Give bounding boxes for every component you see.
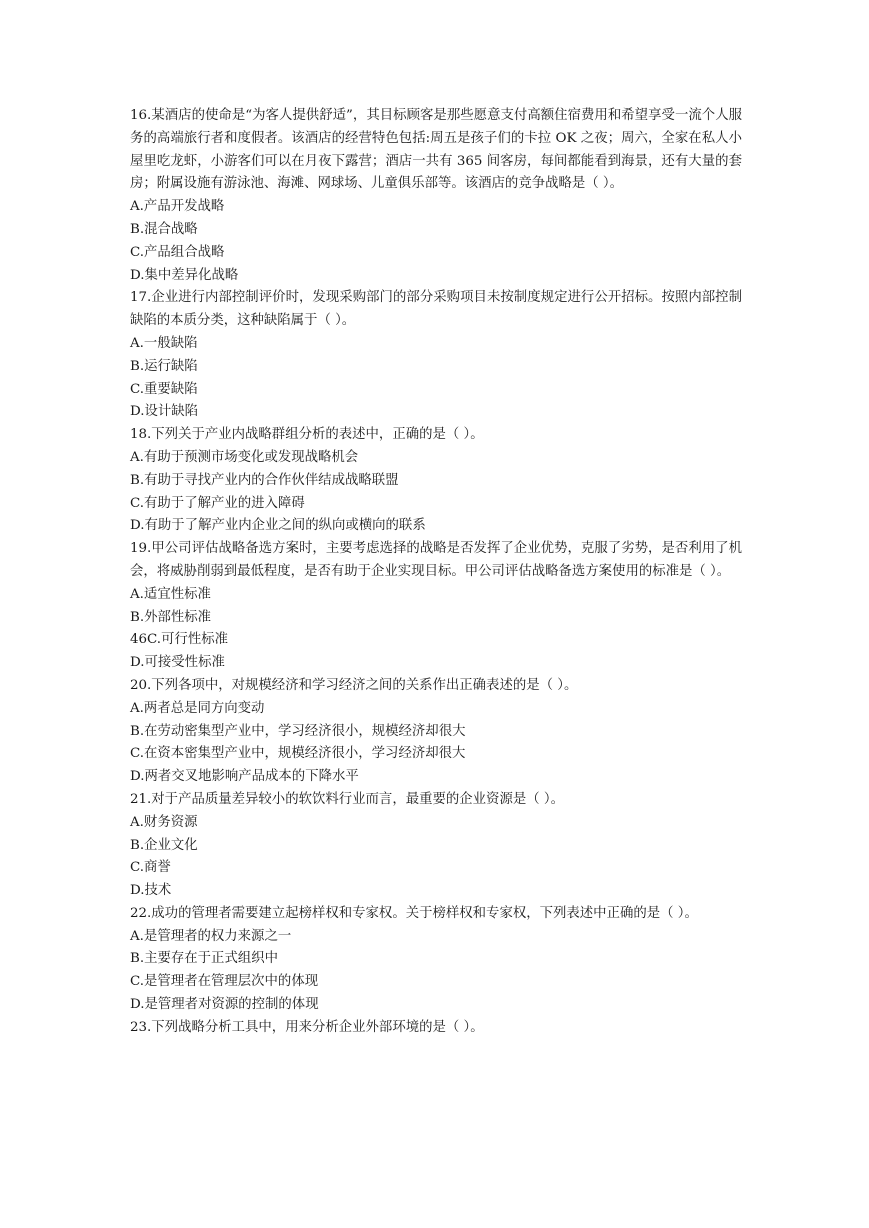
option-a: A.是管理者的权力来源之一 <box>130 928 292 944</box>
option-d: D.集中差异化战略 <box>130 267 239 283</box>
option-b: B.主要存在于正式组织中 <box>130 951 279 967</box>
option-c: C.在资本密集型产业中，规模经济很小，学习经济却很大 <box>130 746 466 762</box>
option-b: B.混合战略 <box>130 221 198 237</box>
option-d: D.技术 <box>130 883 172 899</box>
question-stem: 22.成功的管理者需要建立起榜样权和专家权。关于榜样权和专家权，下列表述中正确的是（ ）。 <box>130 905 698 921</box>
question-stem: 21.对于产品质量差异较小的软饮料行业而言，最重要的企业资源是（ ）。 <box>130 791 564 807</box>
option-d: D.两者交叉地影响产品成本的下降水平 <box>130 769 359 785</box>
option-a: A.两者总是同方向变动 <box>130 700 265 716</box>
question-23 <box>130 1017 742 1040</box>
question-stem: 23.下列战略分析工具中，用来分析企业外部环境的是（ ）。 <box>130 1019 484 1035</box>
question-stem: 18.下列关于产业内战略群组分析的表述中，正确的是（ ）。 <box>130 427 484 443</box>
document-page <box>130 105 742 1040</box>
question-19 <box>130 538 742 675</box>
option-b: B.运行缺陷 <box>130 358 198 374</box>
question-22 <box>130 903 742 1017</box>
option-b: B.有助于寻找产业内的合作伙伴结成战略联盟 <box>130 472 399 488</box>
option-a: A.有助于预测市场变化或发现战略机会 <box>130 449 359 465</box>
option-c: C.有助于了解产业的进入障碍 <box>130 495 305 511</box>
question-16 <box>130 105 742 287</box>
question-stem: 16.某酒店的使命是“为客人提供舒适”，其目标顾客是那些愿意支付高额住宿费用和希望享受一流个人服务的高端旅行者和度假者。该酒店的经营特色包括:周五是孩子们的卡拉 OK 之夜；周六，全家在私人小屋里吃龙虾，小游客们可以在月夜下露营；酒店一共有 365 间客房，每间都能看到海景，还有大量的套房；附属设施有游泳池、海滩、网球场、儿童俱乐部等。该酒店的竞争战略是（ ）。 <box>130 108 742 192</box>
question-20 <box>130 675 742 789</box>
question-17 <box>130 287 742 424</box>
option-b: B.企业文化 <box>130 837 198 853</box>
option-c: C.产品组合战略 <box>130 244 225 260</box>
option-a: A.适宜性标准 <box>130 586 211 602</box>
question-stem: 20.下列各项中，对规模经济和学习经济之间的关系作出正确表述的是（ ）。 <box>130 677 578 693</box>
option-c: C.重要缺陷 <box>130 381 198 397</box>
option-d: D.有助于了解产业内企业之间的纵向或横向的联系 <box>130 518 426 534</box>
option-b: B.在劳动密集型产业中，学习经济很小，规模经济却很大 <box>130 723 466 739</box>
option-c: C.是管理者在管理层次中的体现 <box>130 974 319 990</box>
question-stem: 17.企业进行内部控制评价时，发现采购部门的部分采购项目未按制度规定进行公开招标。按照内部控制缺陷的本质分类，这种缺陷属于（ ）。 <box>130 290 742 329</box>
question-21 <box>130 789 742 903</box>
option-a: A.财务资源 <box>130 814 198 830</box>
option-d: D.是管理者对资源的控制的体现 <box>130 997 319 1013</box>
option-d: D.可接受性标准 <box>130 655 225 671</box>
option-b: B.外部性标准 <box>130 609 212 625</box>
option-a: A.一般缺陷 <box>130 335 198 351</box>
option-c: C.商誉 <box>130 860 171 876</box>
question-stem: 19.甲公司评估战略备选方案时，主要考虑选择的战略是否发挥了企业优势，克服了劣势，是否利用了机会，将威胁削弱到最低程度，是否有助于企业实现目标。甲公司评估战略备选方案使用的标准是（ ）。 <box>130 541 742 579</box>
option-c: 46C.可行性标准 <box>130 632 229 648</box>
question-18 <box>130 424 742 538</box>
option-d: D.设计缺陷 <box>130 404 199 420</box>
option-a: A.产品开发战略 <box>130 199 225 215</box>
